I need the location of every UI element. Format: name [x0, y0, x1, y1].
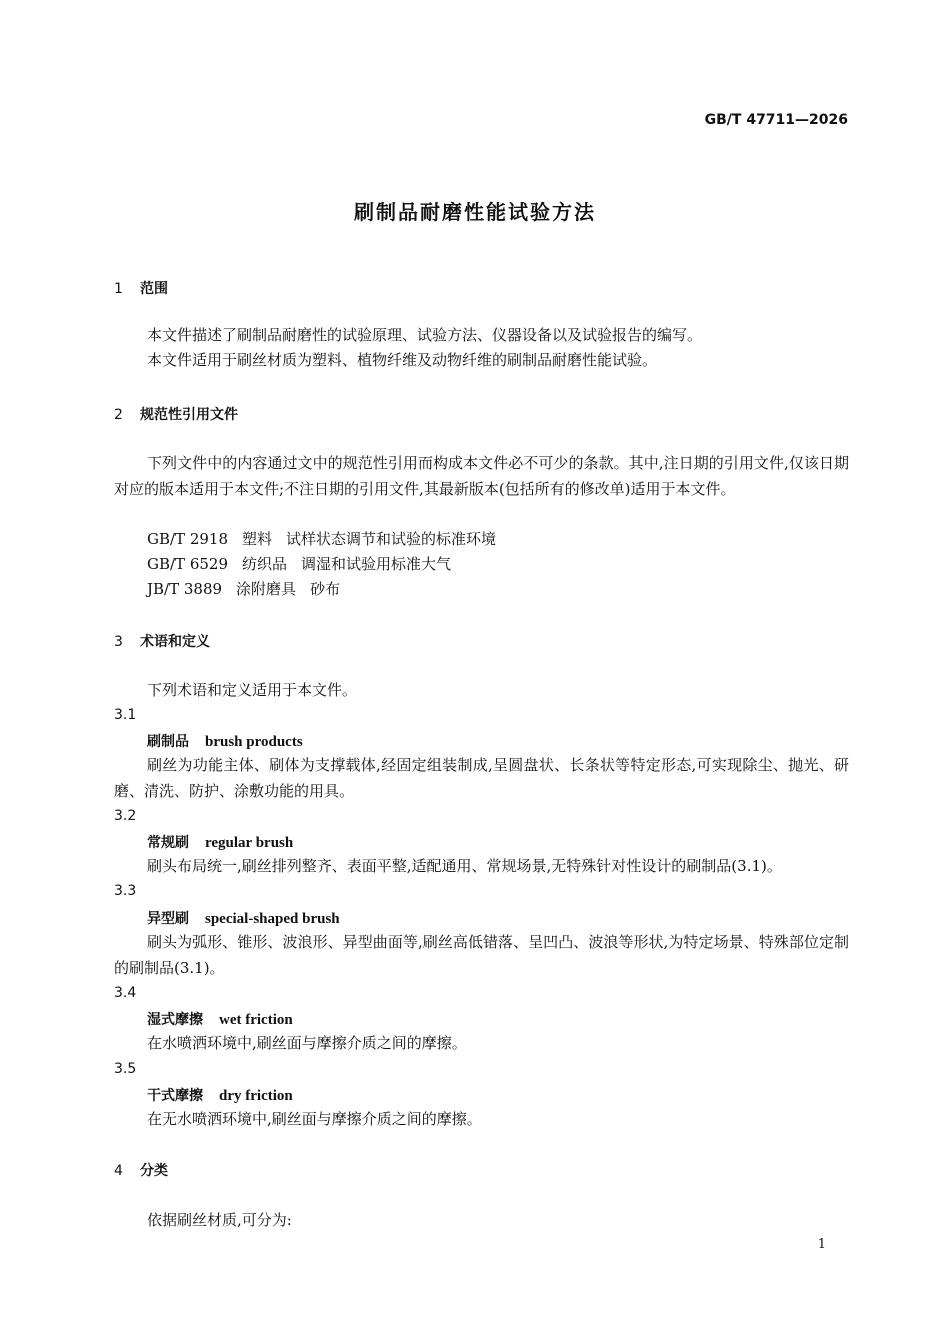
term-number: 3.4	[114, 985, 137, 1001]
section-title: 范围	[140, 281, 168, 297]
reference-code: JB/T 3889	[147, 580, 223, 598]
term-number: 3.3	[114, 883, 137, 899]
section-title: 术语和定义	[140, 634, 210, 650]
section-1-paragraph-2: 本文件适用于刷丝材质为塑料、植物纤维及动物纤维的刷制品耐磨性能试验。	[147, 351, 658, 369]
term-heading	[147, 731, 303, 751]
section-2-paragraph-1: 下列文件中的内容通过文中的规范性引用而构成本文件必不可少的条款。其中,注日期的引用文件,仅该日期对应的版本适用于本文件;不注日期的引用文件,其最新版本(包括所有的修改单)适用于本文件。	[114, 454, 849, 498]
section-4-paragraph-1: 依据刷丝材质,可分为:	[147, 1211, 292, 1229]
reference-item	[147, 578, 340, 599]
section-3-paragraph-1: 下列术语和定义适用于本文件。	[147, 681, 358, 699]
reference-code: GB/T 2918	[147, 530, 229, 548]
term-english: regular brush	[205, 835, 294, 851]
term-english: special-shaped brush	[205, 911, 340, 927]
term-heading	[147, 908, 340, 928]
section-1-paragraph-1: 本文件描述了刷制品耐磨性的试验原理、试验方法、仪器设备以及试验报告的编写。	[147, 326, 703, 344]
reference-item	[147, 528, 496, 549]
section-number: 2	[114, 407, 123, 423]
term-definition: 刷头为弧形、锥形、波浪形、异型曲面等,刷丝高低错落、呈凹凸、波浪等形状,为特定场景、特殊部位定制的刷制品(3.1)。	[114, 933, 849, 977]
section-3-heading	[114, 631, 210, 651]
term-chinese: 异型刷	[147, 911, 189, 927]
section-number: 1	[114, 281, 123, 297]
term-number: 3.5	[114, 1061, 137, 1077]
reference-code: GB/T 6529	[147, 555, 229, 573]
section-number: 4	[114, 1163, 123, 1179]
term-chinese: 刷制品	[147, 734, 189, 750]
page-number: 1	[817, 1237, 826, 1252]
term-number: 3.1	[114, 707, 137, 723]
standard-number: GB/T 47711—2026	[704, 112, 848, 128]
term-heading	[147, 832, 293, 852]
reference-title: 涂附磨具	[236, 580, 297, 598]
term-definition: 在无水喷洒环境中,刷丝面与摩擦介质之间的摩擦。	[147, 1110, 482, 1128]
reference-title: 塑料	[242, 530, 273, 548]
term-definition: 刷丝为功能主体、刷体为支撑载体,经固定组装制成,呈圆盘状、长条状等特定形态,可实现除尘、抛光、研磨、清洗、防护、涂敷功能的用具。	[114, 756, 849, 800]
term-number: 3.2	[114, 808, 137, 824]
term-chinese: 湿式摩擦	[147, 1012, 203, 1028]
reference-subtitle: 调湿和试验用标准大气	[301, 555, 452, 573]
term-definition: 刷头布局统一,刷丝排列整齐、表面平整,适配通用、常规场景,无特殊针对性设计的刷制品(3.1)。	[147, 857, 782, 875]
section-1-heading	[114, 278, 168, 298]
term-chinese: 常规刷	[147, 835, 189, 851]
term-english: wet friction	[219, 1012, 293, 1028]
term-heading	[147, 1009, 293, 1029]
term-english: dry friction	[219, 1088, 293, 1104]
reference-title: 纺织品	[242, 555, 288, 573]
reference-subtitle: 试样状态调节和试验的标准环境	[286, 530, 497, 548]
term-heading	[147, 1085, 293, 1105]
reference-item	[147, 553, 451, 574]
section-2-heading	[114, 404, 238, 424]
section-title: 分类	[140, 1163, 168, 1179]
section-4-heading	[114, 1160, 168, 1180]
term-chinese: 干式摩擦	[147, 1088, 203, 1104]
term-definition: 在水喷洒环境中,刷丝面与摩擦介质之间的摩擦。	[147, 1034, 467, 1052]
reference-subtitle: 砂布	[310, 580, 341, 598]
document-title: 刷制品耐磨性能试验方法	[354, 200, 596, 224]
section-title: 规范性引用文件	[140, 407, 238, 423]
section-number: 3	[114, 634, 123, 650]
term-english: brush products	[205, 734, 303, 750]
